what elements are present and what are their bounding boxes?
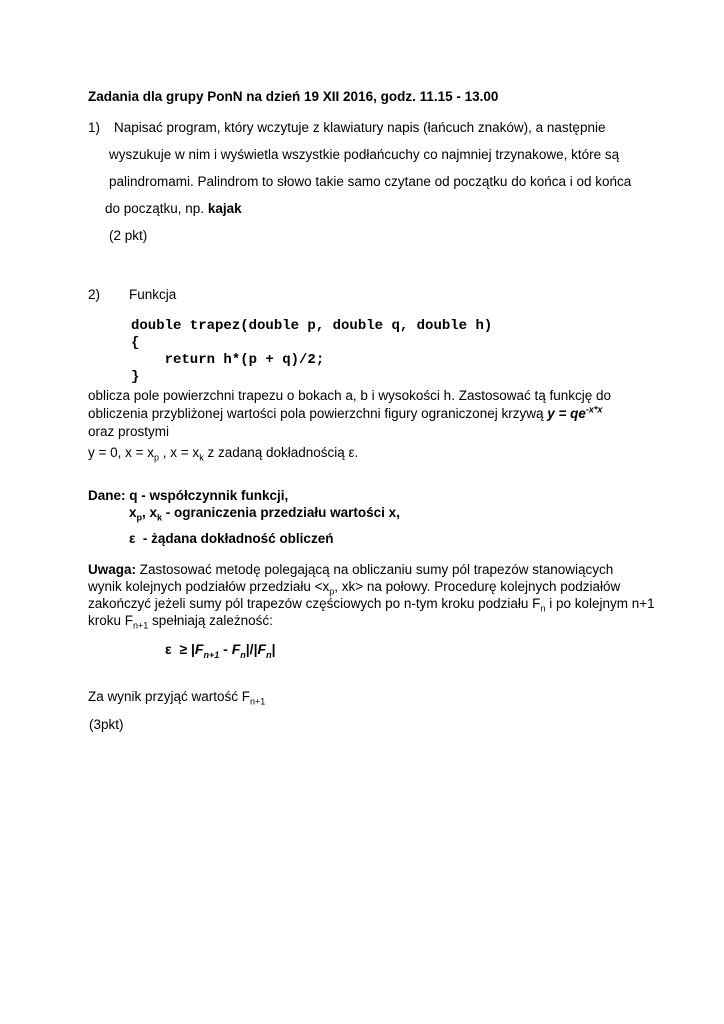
result-line — [88, 688, 265, 706]
task1-line1: Napisać program, który wczytuje z klawiatury napis (łańcuch znaków), a następnie — [114, 120, 606, 135]
task2-desc2-text: obliczenia przybliżonej wartości pola powierzchni figury ograniczonej krzywą — [88, 406, 548, 421]
dane-x-b: , x — [142, 505, 158, 520]
task1-line3: palindromami. Palindrom to słowo takie samo czytane od początku do końca i od końca — [109, 174, 632, 189]
task1-line4-text: do początku, np. — [105, 201, 208, 216]
dane-x-range — [129, 504, 400, 522]
uwaga-line4 — [88, 612, 273, 630]
cond-f1-sub: n+1 — [203, 649, 220, 660]
cond-f2: F — [231, 641, 241, 657]
curve-exponent: -x*x — [585, 404, 603, 415]
bounds-sub-k: k — [199, 452, 204, 463]
dane-label: Dane: q - współczynnik funkcji, — [88, 488, 289, 503]
uwaga-sub-n1: n+1 — [133, 620, 149, 631]
uwaga-text4b: spełniają zależność: — [148, 613, 273, 628]
convergence-condition — [165, 640, 275, 658]
cond-f1: F — [194, 641, 204, 657]
task2-desc1: oblicza pole powierzchni trapezu o bokach a, b i wysokości h. Zastosować tą funkcję do — [88, 388, 612, 403]
uwaga-text3a: zakończyć jeżeli sumy pól trapezów częściowych po n-tym kroku podziału F — [88, 596, 541, 611]
uwaga-line2 — [88, 578, 620, 596]
cond-f3-sub: n — [266, 649, 272, 660]
task2-points: (3pkt) — [89, 717, 124, 732]
dane-x-c: - ograniczenia przedziału wartości x, — [162, 505, 400, 520]
bounds-text-c: z zadaną dokładnością ε. — [203, 445, 359, 460]
cond-b: - — [219, 641, 232, 657]
result-sub: n+1 — [250, 696, 266, 707]
uwaga-text1: Zastosować metodę polegającą na obliczaniu sumy pól trapezów stanowiących — [136, 562, 614, 577]
task1-points: (2 pkt) — [109, 228, 148, 243]
uwaga-text2b: , xk> na połowy. Procedurę kolejnych podziałów — [334, 579, 621, 594]
task1-line4 — [105, 200, 242, 218]
uwaga-line3 — [88, 595, 655, 613]
dane-x-a: x — [129, 505, 137, 520]
dane-x-sub-p: p — [136, 512, 143, 523]
cond-f3: F — [257, 641, 267, 657]
uwaga-sub-p: p — [329, 586, 335, 597]
task2-number: 2) — [88, 287, 101, 302]
task1-number: 1) — [88, 120, 101, 135]
cond-a: ε ≥ | — [165, 641, 195, 657]
uwaga-text2a: wynik kolejnych podziałów przedziału <x — [88, 579, 330, 594]
code-line-3: return h*(p + q)/2; — [131, 352, 325, 368]
cond-f2-sub: n — [240, 649, 246, 660]
uwaga-text4a: kroku F — [88, 613, 134, 628]
code-line-1: double trapez(double p, double q, double h) — [131, 318, 493, 334]
code-line-2: { — [131, 335, 140, 351]
bounds-sub-p: p — [154, 452, 160, 463]
dane-epsilon: ε - żądana dokładność obliczeń — [129, 531, 334, 546]
task2-desc2 — [88, 405, 602, 423]
curve-formula: y = qe — [547, 406, 586, 421]
cond-d: | — [271, 641, 276, 657]
uwaga-text3b: i po kolejnym n+1 — [545, 596, 655, 611]
bounds-text-a: y = 0, x = x — [88, 445, 155, 460]
task2-title: Funkcja — [129, 287, 177, 302]
dane-x-sub-k: k — [157, 512, 163, 523]
task2-bounds — [88, 444, 358, 462]
uwaga-line1 — [88, 561, 613, 579]
bounds-text-b: , x = x — [159, 445, 200, 460]
uwaga-label: Uwaga: — [88, 562, 137, 577]
task1-line2: wyszukuje w nim i wyświetla wszystkie podłańcuchy co najmniej trzynakowe, które są — [109, 147, 620, 162]
cond-c: |/| — [245, 641, 258, 657]
code-line-4: } — [131, 369, 140, 385]
uwaga-sub-n: n — [540, 603, 546, 614]
task2-desc3: oraz prostymi — [88, 424, 170, 439]
result-text: Za wynik przyjąć wartość F — [88, 689, 251, 704]
page-title: Zadania dla grupy PonN na dzień 19 XII 2016, godz. 11.15 - 13.00 — [88, 89, 499, 104]
example-word: kajak — [207, 201, 242, 216]
